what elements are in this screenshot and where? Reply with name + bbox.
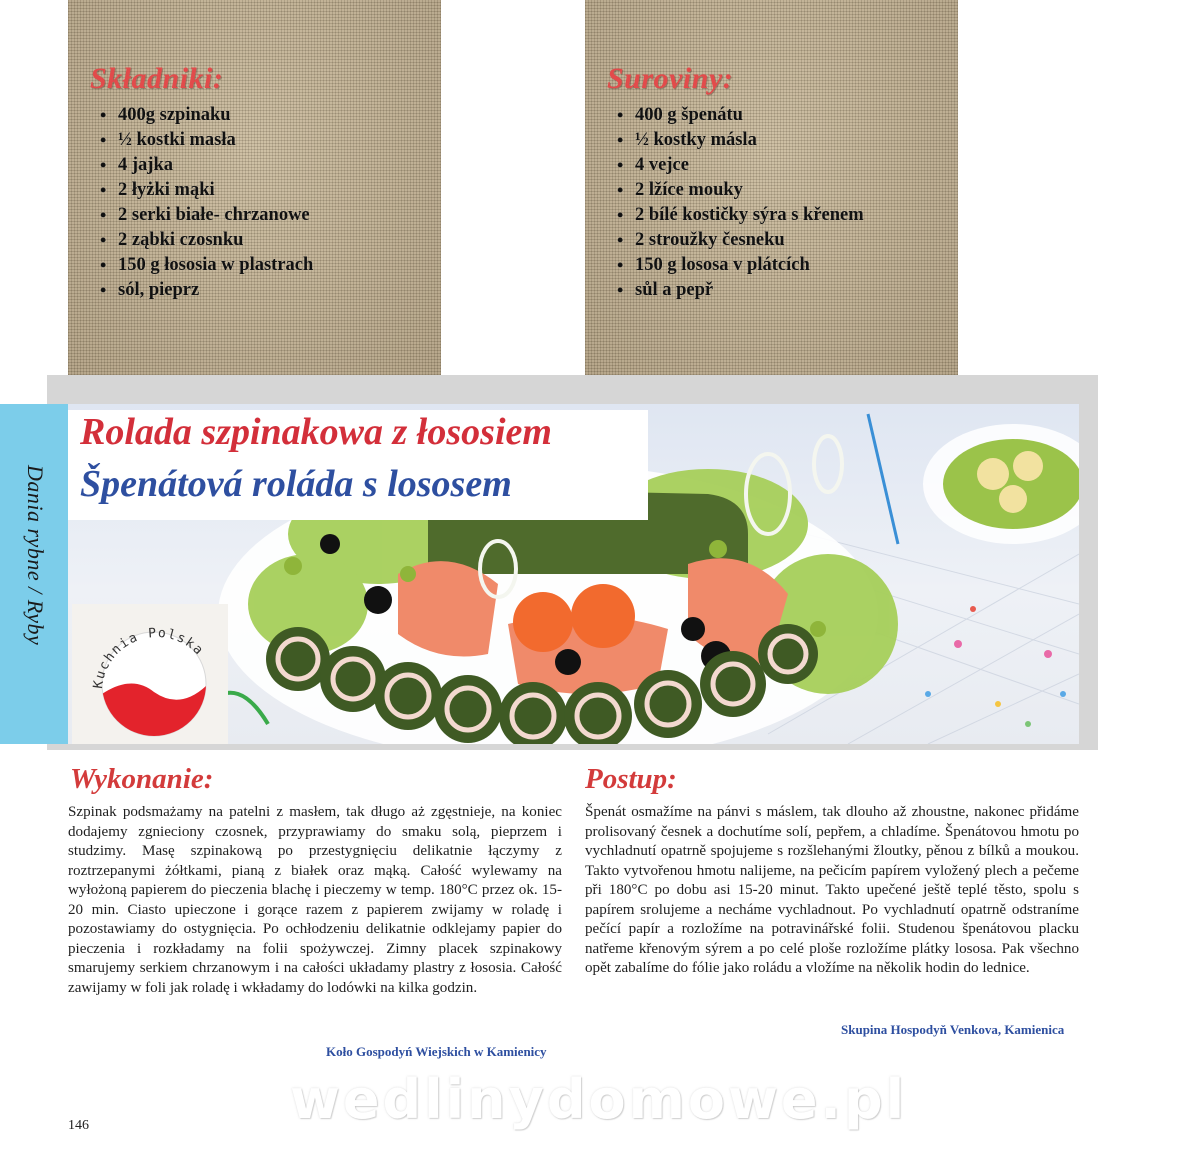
list-item: • 150 g lososa v plátcích: [635, 253, 864, 278]
list-item: • sól, pieprz: [118, 278, 313, 303]
category-tab-label: Dania rybne / Ryby: [23, 465, 48, 646]
ingredients-heading-pl: Składniki:: [90, 62, 224, 95]
kuchnia-polska-logo: [72, 604, 228, 744]
list-item: • 2 serki białe- chrzanowe: [118, 203, 313, 228]
list-item: • 2 ząbki czosnku: [118, 228, 313, 253]
watermark: wedlinydomowe.pl: [290, 1068, 908, 1131]
page-number: 146: [68, 1118, 89, 1133]
signature-pl: Koło Gospodyń Wiejskich w Kamienicy: [326, 1044, 547, 1059]
list-item: • 4 vejce: [635, 153, 864, 178]
logo-text: Kuchnia Polska: [90, 625, 207, 690]
method-text-pl: Szpinak podsmażamy na patelni z masłem, tak długo aż zgęstnieje, na koniec dodajemy zgnieciony czosnek, przyprawiamy do smaku solą, pieprzem i studzimy. Masę szpinakową po przestygnięciu delikatnie łączymy z roztrzepanymi żółtkami, pianą z białek oraz mąką. Całość wylewamy na wyłożoną papierem do pieczenia blachę i pieczemy w temp. 180°C przez ok. 15-20 min. Ciasto upieczone i gorące razem z papierem zwijamy w roladę i pozostawiamy do ostygnięcia. Po ochłodzeniu delikatnie odklejamy papier do pieczenia i rozkładamy na folii spożywczej. Zimny placek szpinakowy smarujemy serkiem chrzanowym i na całości układamy plastry z łososia. Całość zawijamy w foli jak roladę i wkładamy do lodówki na kilka godzin.: [68, 804, 562, 996]
list-item: • ½ kostki masła: [118, 128, 313, 153]
ingredients-heading-cz: Suroviny:: [607, 62, 734, 95]
method-heading-pl: Wykonanie:: [70, 763, 214, 795]
ingredients-card-pl: [68, 0, 441, 378]
ingredients-list-pl: [118, 103, 313, 303]
list-item: • 2 łyżki mąki: [118, 178, 313, 203]
list-item: • 4 jajka: [118, 153, 313, 178]
ingredients-list-cz: [635, 103, 864, 303]
list-item: • 2 stroužky česneku: [635, 228, 864, 253]
ingredients-card-cz: [585, 0, 958, 378]
list-item: • 2 bílé kostičky sýra s křenem: [635, 203, 864, 228]
list-item: • 150 g łososia w plastrach: [118, 253, 313, 278]
list-item: • 400g szpinaku: [118, 103, 313, 128]
signature-cz: Skupina Hospodyň Venkova, Kamienica: [841, 1022, 1065, 1037]
recipe-title-cz: Špenátová roláda s lososem: [80, 463, 512, 505]
recipe-title-pl: Rolada szpinakowa z łososiem: [80, 411, 552, 453]
method-heading-cz: Postup:: [585, 763, 677, 795]
list-item: • 400 g špenátu: [635, 103, 864, 128]
method-text-cz: Špenát osmažíme na pánvi s máslem, tak dlouho až zhoustne, nakonec přidáme prolisovaný česnek a dochutíme solí, pepřem, a chladíme. Špenátovou hmotu po vychladnutí opatrně spojujeme s rozšlehanými žloutky, pěnou z bílků a moukou. Takto vytvořenou hmotu nalijeme, na pečicím papírem vyložený plech a pečeme při 180°C po dobu asi 15-20 minut. Takto upečené ještě teplé těsto, spolu s papírem srolujeme a necháme vychladnout. Po vychladnutí opatrně odstraníme pečící papír a rozložíme na potravinářské folii. Studenou špenátovou placku natřeme křenovým sýrem a po celé ploše rozložíme plátky lososa. Pak všechno opět zabalíme do fólie jako roládu a vložíme na několik hodin do lednice.: [585, 804, 1079, 976]
list-item: • 2 lžíce mouky: [635, 178, 864, 203]
list-item: • sůl a pepř: [635, 278, 864, 303]
list-item: • ½ kostky másla: [635, 128, 864, 153]
